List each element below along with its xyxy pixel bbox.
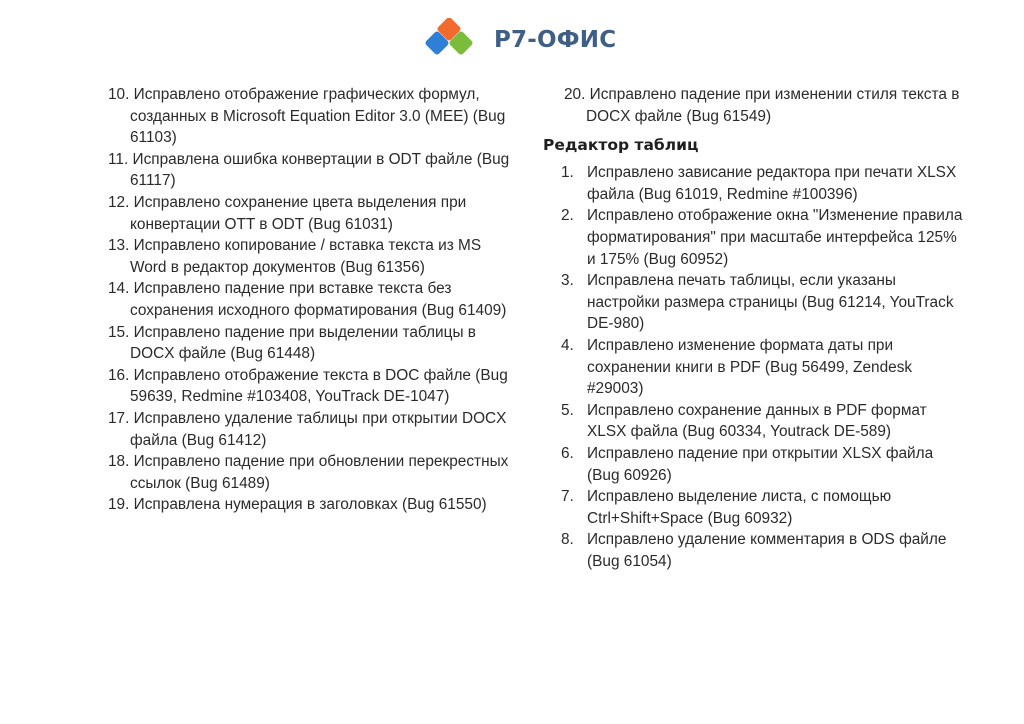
item-text: Исправлено зависание редактора при печати XLSX файла (Bug 61019, Redmine #100396) <box>587 164 957 203</box>
item-number: 7. <box>561 488 574 506</box>
list-item: 20. Исправлено падение при изменении стиля текста в DOCX файле (Bug 61549) <box>564 86 960 125</box>
item-number: 1. <box>561 164 574 182</box>
list-item: 14. Исправлено падение при вставке текста без сохранения исходного форматирования (Bug 61409) <box>108 280 507 319</box>
list-item: 11. Исправлена ошибка конвертации в ODT файле (Bug 61117) <box>108 150 510 190</box>
item-number: 5. <box>561 401 574 419</box>
item-text: Исправлена печать таблицы, если указаны настройки размера страницы (Bug 61214, YouTrack DE-980) <box>587 272 954 333</box>
item-text: Исправлено сохранение данных в PDF формат XLSX файла (Bug 60334, Youtrack DE-589) <box>587 401 927 441</box>
list-item <box>561 335 963 400</box>
spreadsheet-list <box>543 162 963 572</box>
list-item: 12. Исправлено сохранение цвета выделения при конвертации OTT в ODT (Bug 61031) <box>108 193 467 233</box>
list-item <box>561 443 963 486</box>
list-item <box>561 400 963 443</box>
item-number: 8. <box>561 531 574 549</box>
item-number: 6. <box>561 444 574 462</box>
list-item <box>561 162 963 205</box>
left-column <box>108 84 518 516</box>
list-item <box>561 529 963 572</box>
item-text: Исправлено выделение листа, с помощью Ctrl+Shift+Space (Bug 60932) <box>587 488 892 527</box>
list-item: 18. Исправлено падение при обновлении перекрестных ссылок (Bug 61489) <box>108 453 509 492</box>
brand-name: Р7-ОФИС <box>494 27 617 53</box>
list-item <box>561 486 963 529</box>
list-item: 16. Исправлено отображение текста в DOC файле (Bug 59639, Redmine #103408, YouTrack DE-1047) <box>108 366 508 406</box>
list-item: 15. Исправлено падение при выделении таблицы в DOCX файле (Bug 61448) <box>108 323 476 363</box>
list-item <box>561 270 963 335</box>
item-number: 3. <box>561 272 574 290</box>
item-number: 2. <box>561 207 574 225</box>
right-column <box>543 84 963 572</box>
list-item <box>561 205 963 270</box>
list-item: 17. Исправлено удаление таблицы при открытии DOCX файла (Bug 61412) <box>108 409 507 449</box>
list-item: 13. Исправлено копирование / вставка текста из MS Word в редактор документов (Bug 61356) <box>108 237 482 276</box>
r7-logo-icon <box>424 18 496 62</box>
item-text: Исправлено отображение окна "Изменение правила форматирования" при масштабе интерфейса 125% и 175% (Bug 60952) <box>587 207 963 268</box>
list-item: 19. Исправлена нумерация в заголовках (Bug 61550) <box>108 496 487 514</box>
item-text: Исправлено изменение формата даты при сохранении книги в PDF (Bug 56499, Zendesk #29003) <box>587 336 913 398</box>
list-item: 10. Исправлено отображение графических формул, созданных в Microsoft Equation Editor 3.0 (MEE) (Bug 61103) <box>108 86 506 147</box>
section-title: Редактор таблиц <box>543 136 699 155</box>
item-text: Исправлено удаление комментария в ODS файле (Bug 61054) <box>587 531 947 570</box>
brand-logo <box>424 18 616 62</box>
item-text: Исправлено падение при открытии XLSX файла (Bug 60926) <box>587 444 934 484</box>
item-number: 4. <box>561 336 574 354</box>
